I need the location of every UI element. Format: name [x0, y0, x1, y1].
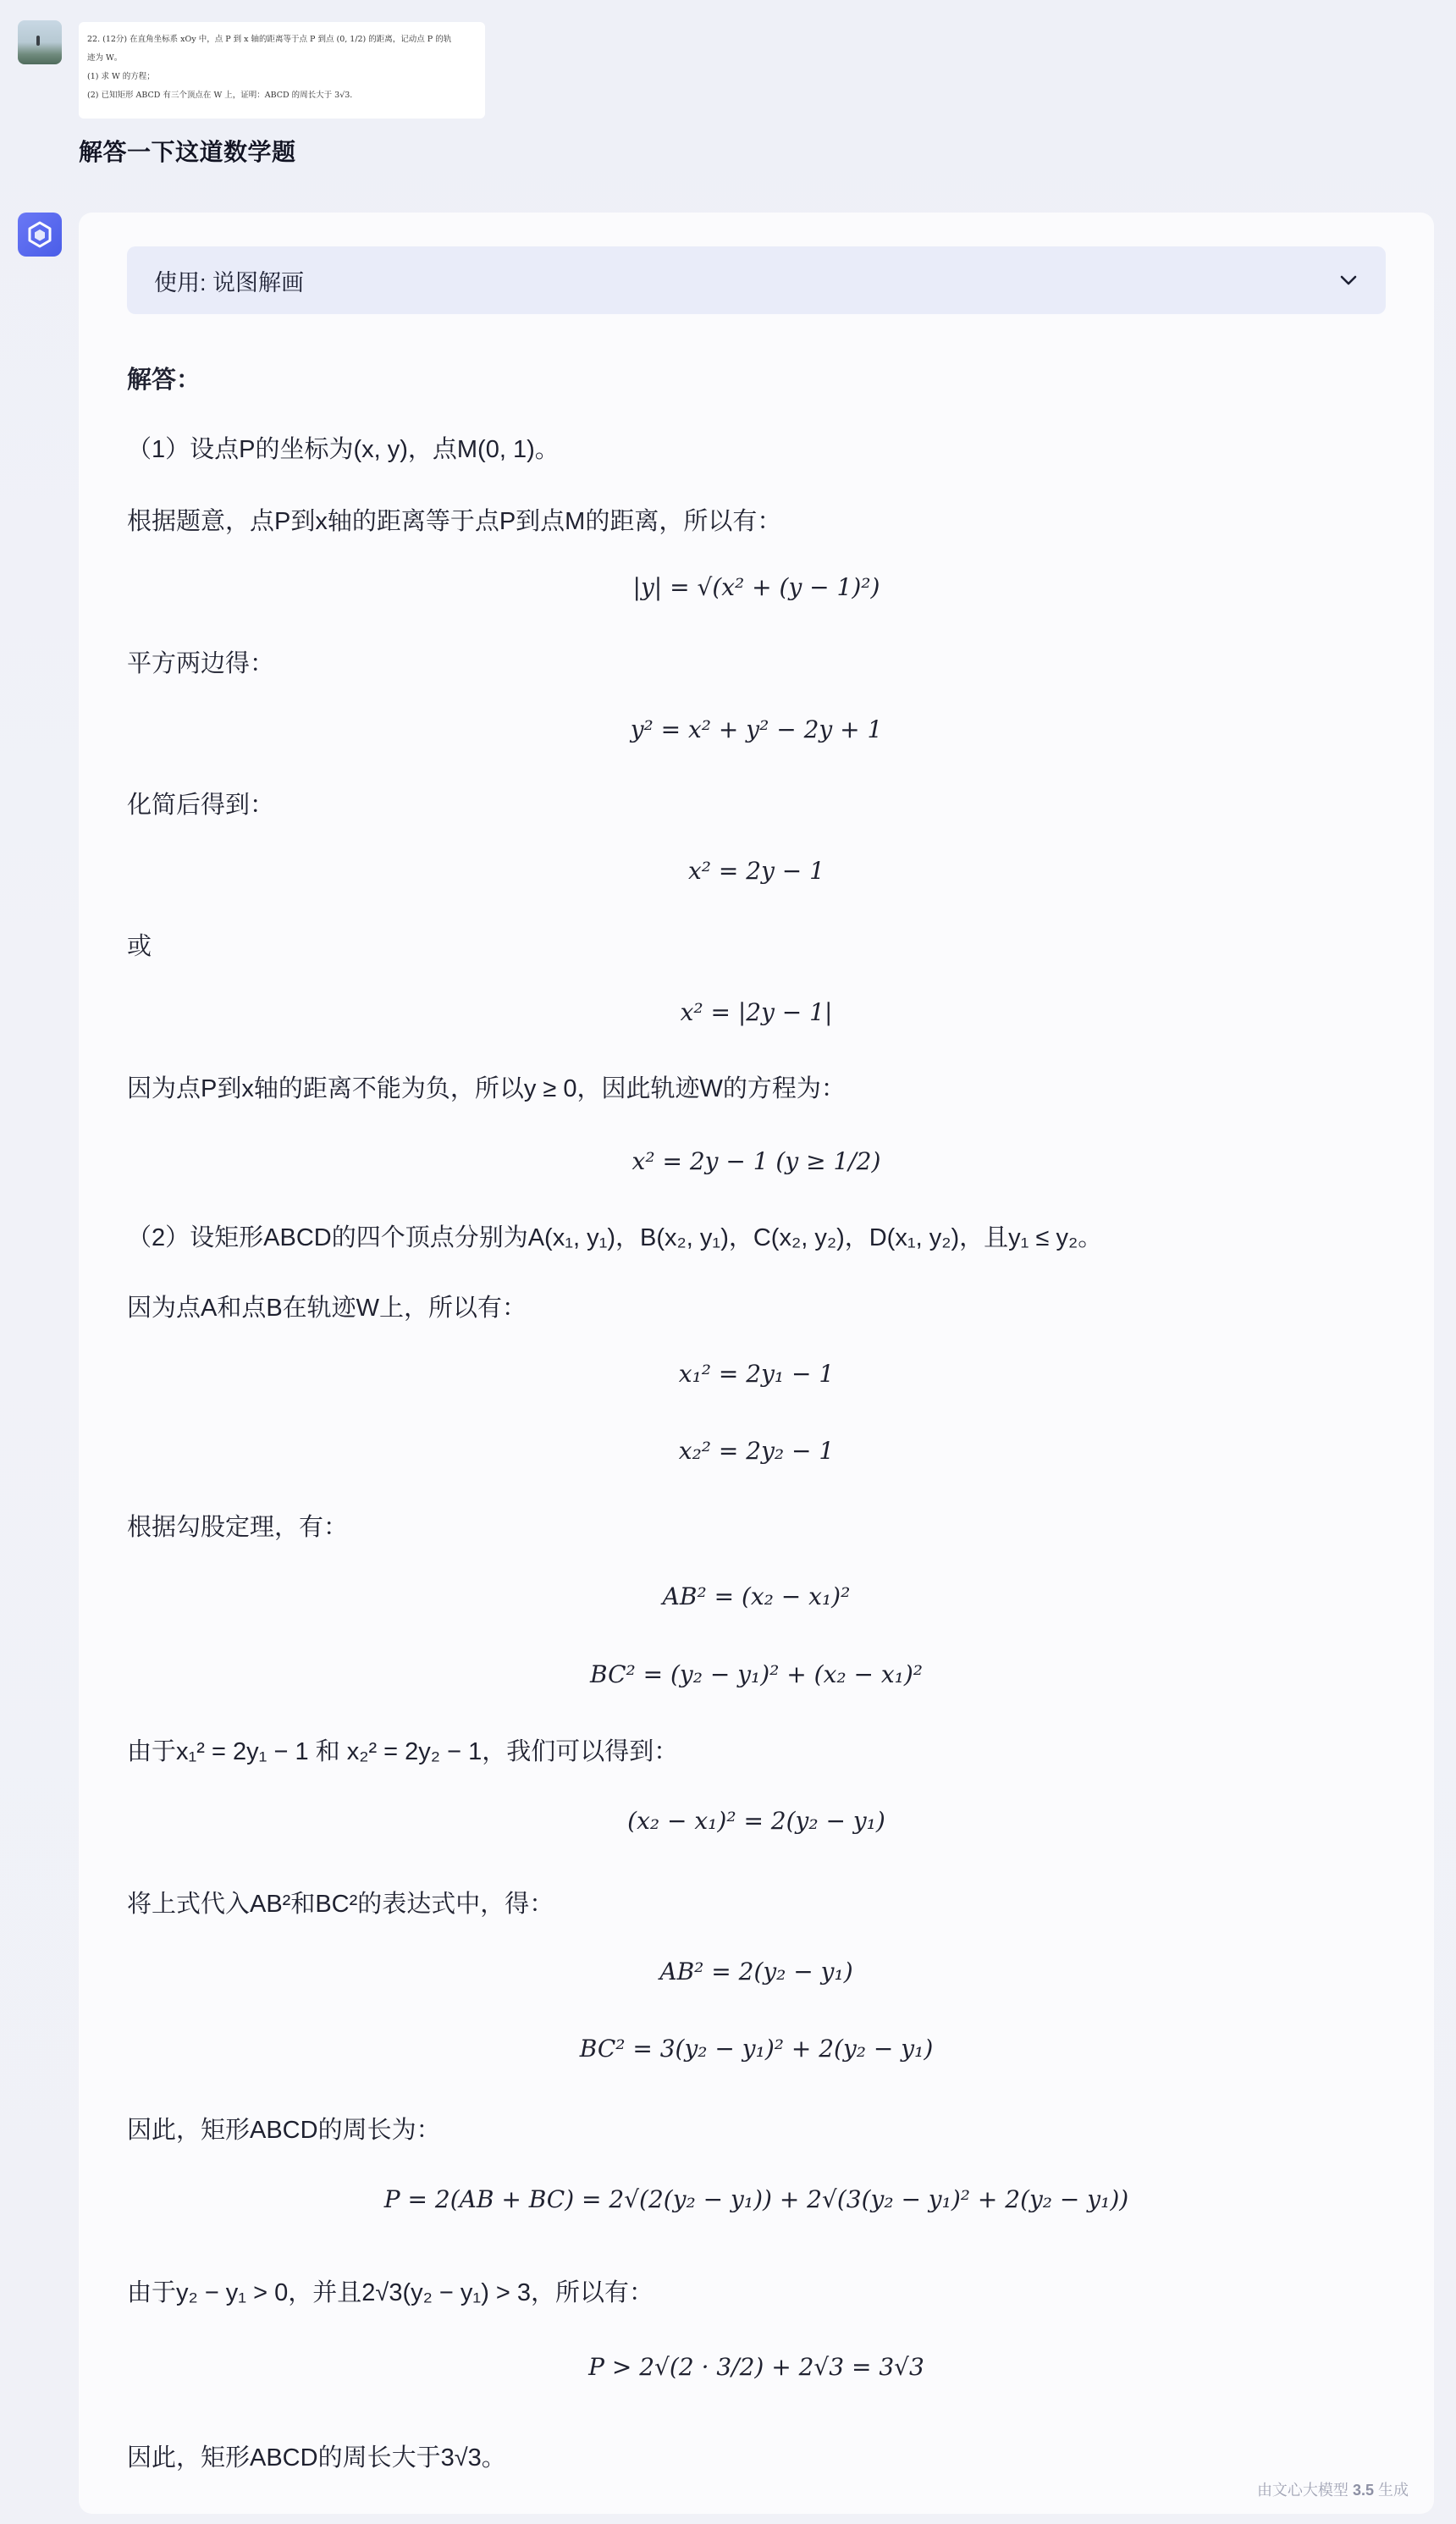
equation: |y| = √(x² + (y − 1)²) [632, 573, 880, 601]
question-line-3: (1) 求 W 的方程； [87, 72, 155, 81]
assistant-logo-icon [25, 220, 54, 249]
equation: BC² = (y₂ − y₁)² + (x₂ − x₁)² [589, 1660, 924, 1688]
answer-paragraph: 或 [127, 933, 152, 960]
answer-paragraph: 将上式代入AB²和BC²的表达式中，得： [127, 1891, 554, 1918]
user-avatar [18, 20, 62, 64]
equation: P = 2(AB + BC) = 2√(2(y₂ − y₁)) + 2√(3(y₂ − y₁)² + 2(y₂ − y₁)) [383, 2185, 1129, 2213]
answer-paragraph: 因此，矩形ABCD的周长大于3√3。 [127, 2444, 506, 2472]
equation: y² = x² + y² − 2y + 1 [630, 715, 883, 743]
question-line-2: 迹为 W。 [87, 53, 123, 63]
question-image[interactable] [79, 22, 485, 119]
answer-paragraph: 由于y₂ − y₁ > 0，并且2√3(y₂ − y₁) > 3，所以有： [127, 2279, 654, 2306]
equation: x² = 2y − 1 (y ≥ 1/2) [631, 1147, 881, 1175]
answer-paragraph: 由于x₁² = 2y₁ − 1 和 x₂² = 2y₂ − 1，我们可以得到： [127, 1738, 679, 1765]
equation: AB² = 2(y₂ − y₁) [659, 1958, 853, 1986]
question-line-4: (2) 已知矩形 ABCD 有三个顶点在 W 上，证明：ABCD 的周长大于 3√3. [87, 91, 353, 100]
model-attribution [1257, 2478, 1409, 2500]
equation: x² = 2y − 1 [688, 857, 825, 885]
attribution-version: 3.5 [1352, 2482, 1374, 2499]
answer-paragraph: 根据题意，点P到x轴的距离等于点P到点M的距离，所以有： [127, 508, 782, 535]
equation: x² = |2y − 1| [680, 998, 833, 1026]
assistant-avatar [18, 213, 62, 257]
equation: x₂² = 2y₂ − 1 [678, 1437, 835, 1465]
user-message: 解答一下这道数学题 [79, 139, 296, 165]
equation: (x₂ − x₁)² = 2(y₂ − y₁) [627, 1807, 885, 1835]
tool-usage-label: 使用: 说图解画 [154, 269, 305, 295]
answer-paragraph: 根据勾股定理，有： [127, 1514, 349, 1541]
answer-heading: 解答： [127, 367, 201, 394]
equation: x₁² = 2y₁ − 1 [678, 1360, 835, 1388]
question-line-1: 22. (12分) 在直角坐标系 xOy 中，点 P 到 x 轴的距离等于点 P 到点 (0, 1/2) 的距离，记动点 P 的轨 [87, 35, 452, 44]
answer-card [79, 213, 1434, 2514]
attribution-prefix: 由文心大模型 [1256, 2482, 1348, 2499]
answer-paragraph: 因为点P到x轴的距离不能为负，所以y ≥ 0，因此轨迹W的方程为： [127, 1075, 846, 1102]
tool-usage-toggle[interactable] [127, 246, 1386, 314]
equation: AB² = (x₂ − x₁)² [662, 1582, 851, 1610]
answer-paragraph: 因为点A和点B在轨迹W上，所以有： [127, 1295, 527, 1322]
chevron-down-icon [1337, 268, 1360, 292]
answer-paragraph: （1）设点P的坐标为(x, y)，点M(0, 1)。 [127, 436, 560, 463]
answer-paragraph: 化简后得到： [127, 792, 275, 819]
answer-paragraph: （2）设矩形ABCD的四个顶点分别为A(x₁, y₁)，B(x₂, y₁)，C(x₂, y₂)，D(x₁, y₂)，且y₁ ≤ y₂。 [127, 1224, 1103, 1251]
answer-paragraph: 平方两边得： [127, 650, 275, 677]
attribution-suffix: 生成 [1378, 2482, 1409, 2499]
equation: P > 2√(2 · 3/2) + 2√3 = 3√3 [588, 2353, 924, 2381]
answer-paragraph: 因此，矩形ABCD的周长为： [127, 2117, 441, 2144]
equation: BC² = 3(y₂ − y₁)² + 2(y₂ − y₁) [579, 2035, 934, 2063]
